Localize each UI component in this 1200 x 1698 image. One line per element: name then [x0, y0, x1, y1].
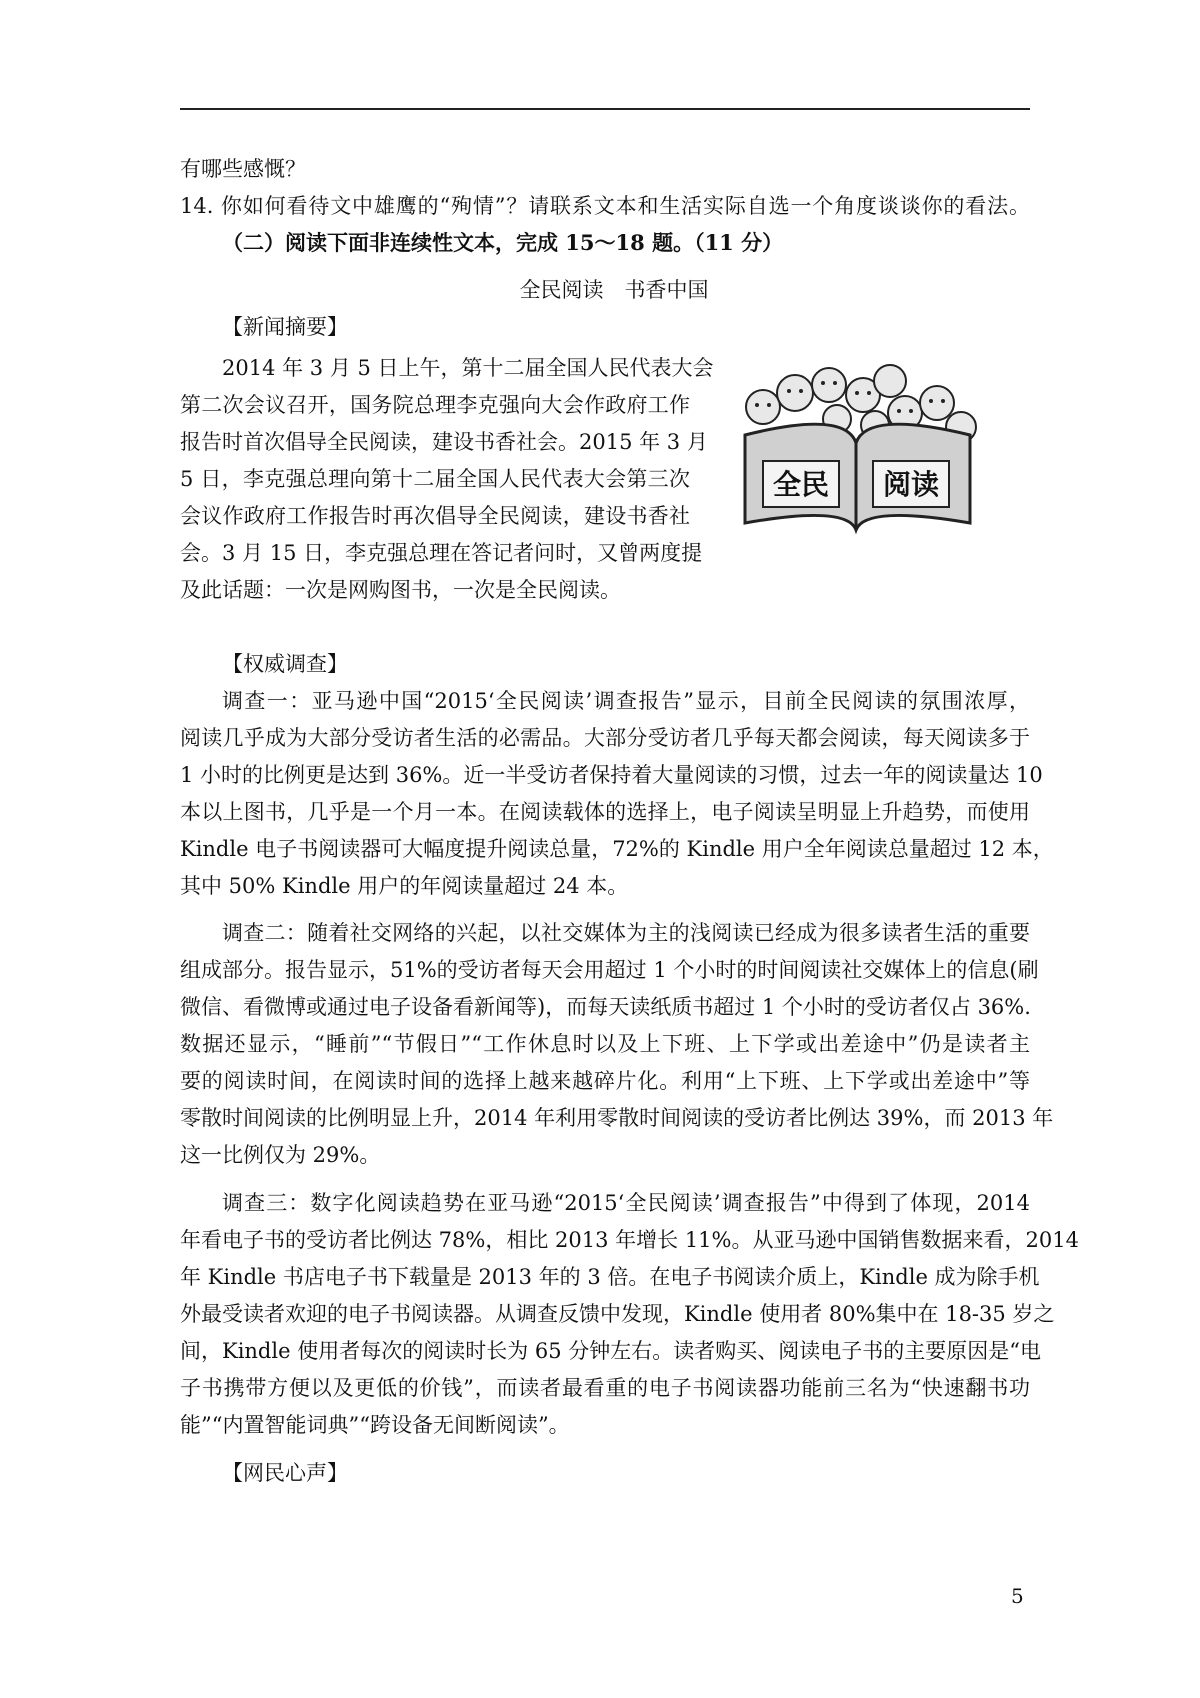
question-14: 14. 你如何看待文中雄鹰的“殉情”？请联系文本和生活实际自选一个角度谈谈你的看法。	[180, 194, 1030, 218]
news-line: 会。3 月 15 日，李克强总理在答记者问时，又曾两度提	[180, 541, 703, 565]
illustration-left-text: 全民	[772, 468, 830, 501]
survey-3-line: 子书携带方便以及更低的价钱”，而读者最看重的电子书阅读器功能前三名为“快速翻书功	[180, 1376, 1030, 1400]
survey-1-line: 本以上图书，几乎是一个月一本。在阅读载体的选择上，电子阅读呈明显上升趋势，而使用	[180, 800, 1030, 824]
news-section-label: 【新闻摘要】	[222, 315, 348, 339]
news-line: 会议作政府工作报告时再次倡导全民阅读，建设书香社	[180, 504, 690, 528]
survey-2-line: 微信、看微博或通过电子设备看新闻等)，而每天读纸质书超过 1 个小时的受访者仅占 36%.	[180, 995, 1031, 1019]
survey-3-line: 年 Kindle 书店电子书下载量是 2013 年的 3 倍。在电子书阅读介质上，Kindle 成为除手机	[180, 1265, 1040, 1289]
survey-2-line: 调查二：随着社交网络的兴起，以社交媒体为主的浅阅读已经成为很多读者生活的重要	[222, 921, 1030, 945]
survey-3-line: 年看电子书的受访者比例达 78%，相比 2013 年增长 11%。从亚马逊中国销售数据来看，2014	[180, 1228, 1079, 1252]
survey-1-line: 1 小时的比例更是达到 36%。近一半受访者保持着大量阅读的习惯，过去一年的阅读量达 10	[180, 763, 1043, 787]
page-number: 5	[1011, 1584, 1024, 1608]
survey-3-line: 外最受读者欢迎的电子书阅读器。从调查反馈中发现，Kindle 使用者 80%集中在 18-35 岁之	[180, 1302, 1055, 1326]
illustration-right-text: 阅读	[882, 468, 940, 501]
survey-3-line: 间，Kindle 使用者每次的阅读时长为 65 分钟左右。读者购买、阅读电子书的主要原因是“电	[180, 1339, 1041, 1363]
survey-3-line: 调查三：数字化阅读趋势在亚马逊“2015‘全民阅读’调查报告”中得到了体现，2014	[222, 1191, 1030, 1215]
section-2-heading: （二）阅读下面非连续性文本，完成 15～18 题。（11 分）	[222, 230, 784, 255]
news-line: 报告时首次倡导全民阅读，建设书香社会。2015 年 3 月	[180, 430, 708, 454]
survey-1-line: 阅读几乎成为大部分受访者生活的必需品。大部分受访者几乎每天都会阅读，每天阅读多于	[180, 726, 1030, 750]
survey-2-line: 组成部分。报告显示，51%的受访者每天会用超过 1 个小时的时间阅读社交媒体上的信息(刷	[180, 958, 1039, 982]
header-rule	[180, 108, 1030, 110]
news-line: 5 日，李克强总理向第十二届全国人民代表大会第三次	[180, 467, 690, 491]
news-line: 第二次会议召开，国务院总理李克强向大会作政府工作	[180, 393, 690, 417]
survey-3-line: 能”“内置智能词典”“跨设备无间断阅读”。	[180, 1413, 570, 1437]
survey-2-line: 零散时间阅读的比例明显上升，2014 年利用零散时间阅读的受访者比例达 39%，而 2013 年	[180, 1106, 1054, 1130]
survey-2-line: 这一比例仅为 29%。	[180, 1143, 381, 1167]
article-title-text: 全民阅读 书香中国	[519, 278, 709, 302]
survey-2-line: 数据还显示，“睡前”“节假日”“工作休息时以及上下班、上下学或出差途中”仍是读者主	[180, 1032, 1030, 1056]
netizen-section-label: 【网民心声】	[222, 1461, 348, 1485]
news-line: 2014 年 3 月 5 日上午，第十二届全国人民代表大会	[222, 356, 714, 380]
survey-section-label: 【权威调查】	[222, 652, 348, 676]
survey-1-line: 调查一：亚马逊中国“2015‘全民阅读’调查报告”显示，目前全民阅读的氛围浓厚，	[222, 689, 1030, 713]
reading-cartoon-illustration	[725, 355, 987, 535]
news-line: 及此话题：一次是网购图书，一次是全民阅读。	[180, 578, 621, 602]
survey-1-line: Kindle 电子书阅读器可大幅度提升阅读总量，72%的 Kindle 用户全年阅读总量超过 12 本，	[180, 837, 1054, 861]
article-title	[0, 275, 1200, 305]
question-13-continuation: 有哪些感慨？	[180, 157, 306, 181]
survey-1-line: 其中 50% Kindle 用户的年阅读量超过 24 本。	[180, 874, 629, 898]
survey-2-line: 要的阅读时间，在阅读时间的选择上越来越碎片化。利用“上下班、上下学或出差途中”等	[180, 1069, 1030, 1093]
